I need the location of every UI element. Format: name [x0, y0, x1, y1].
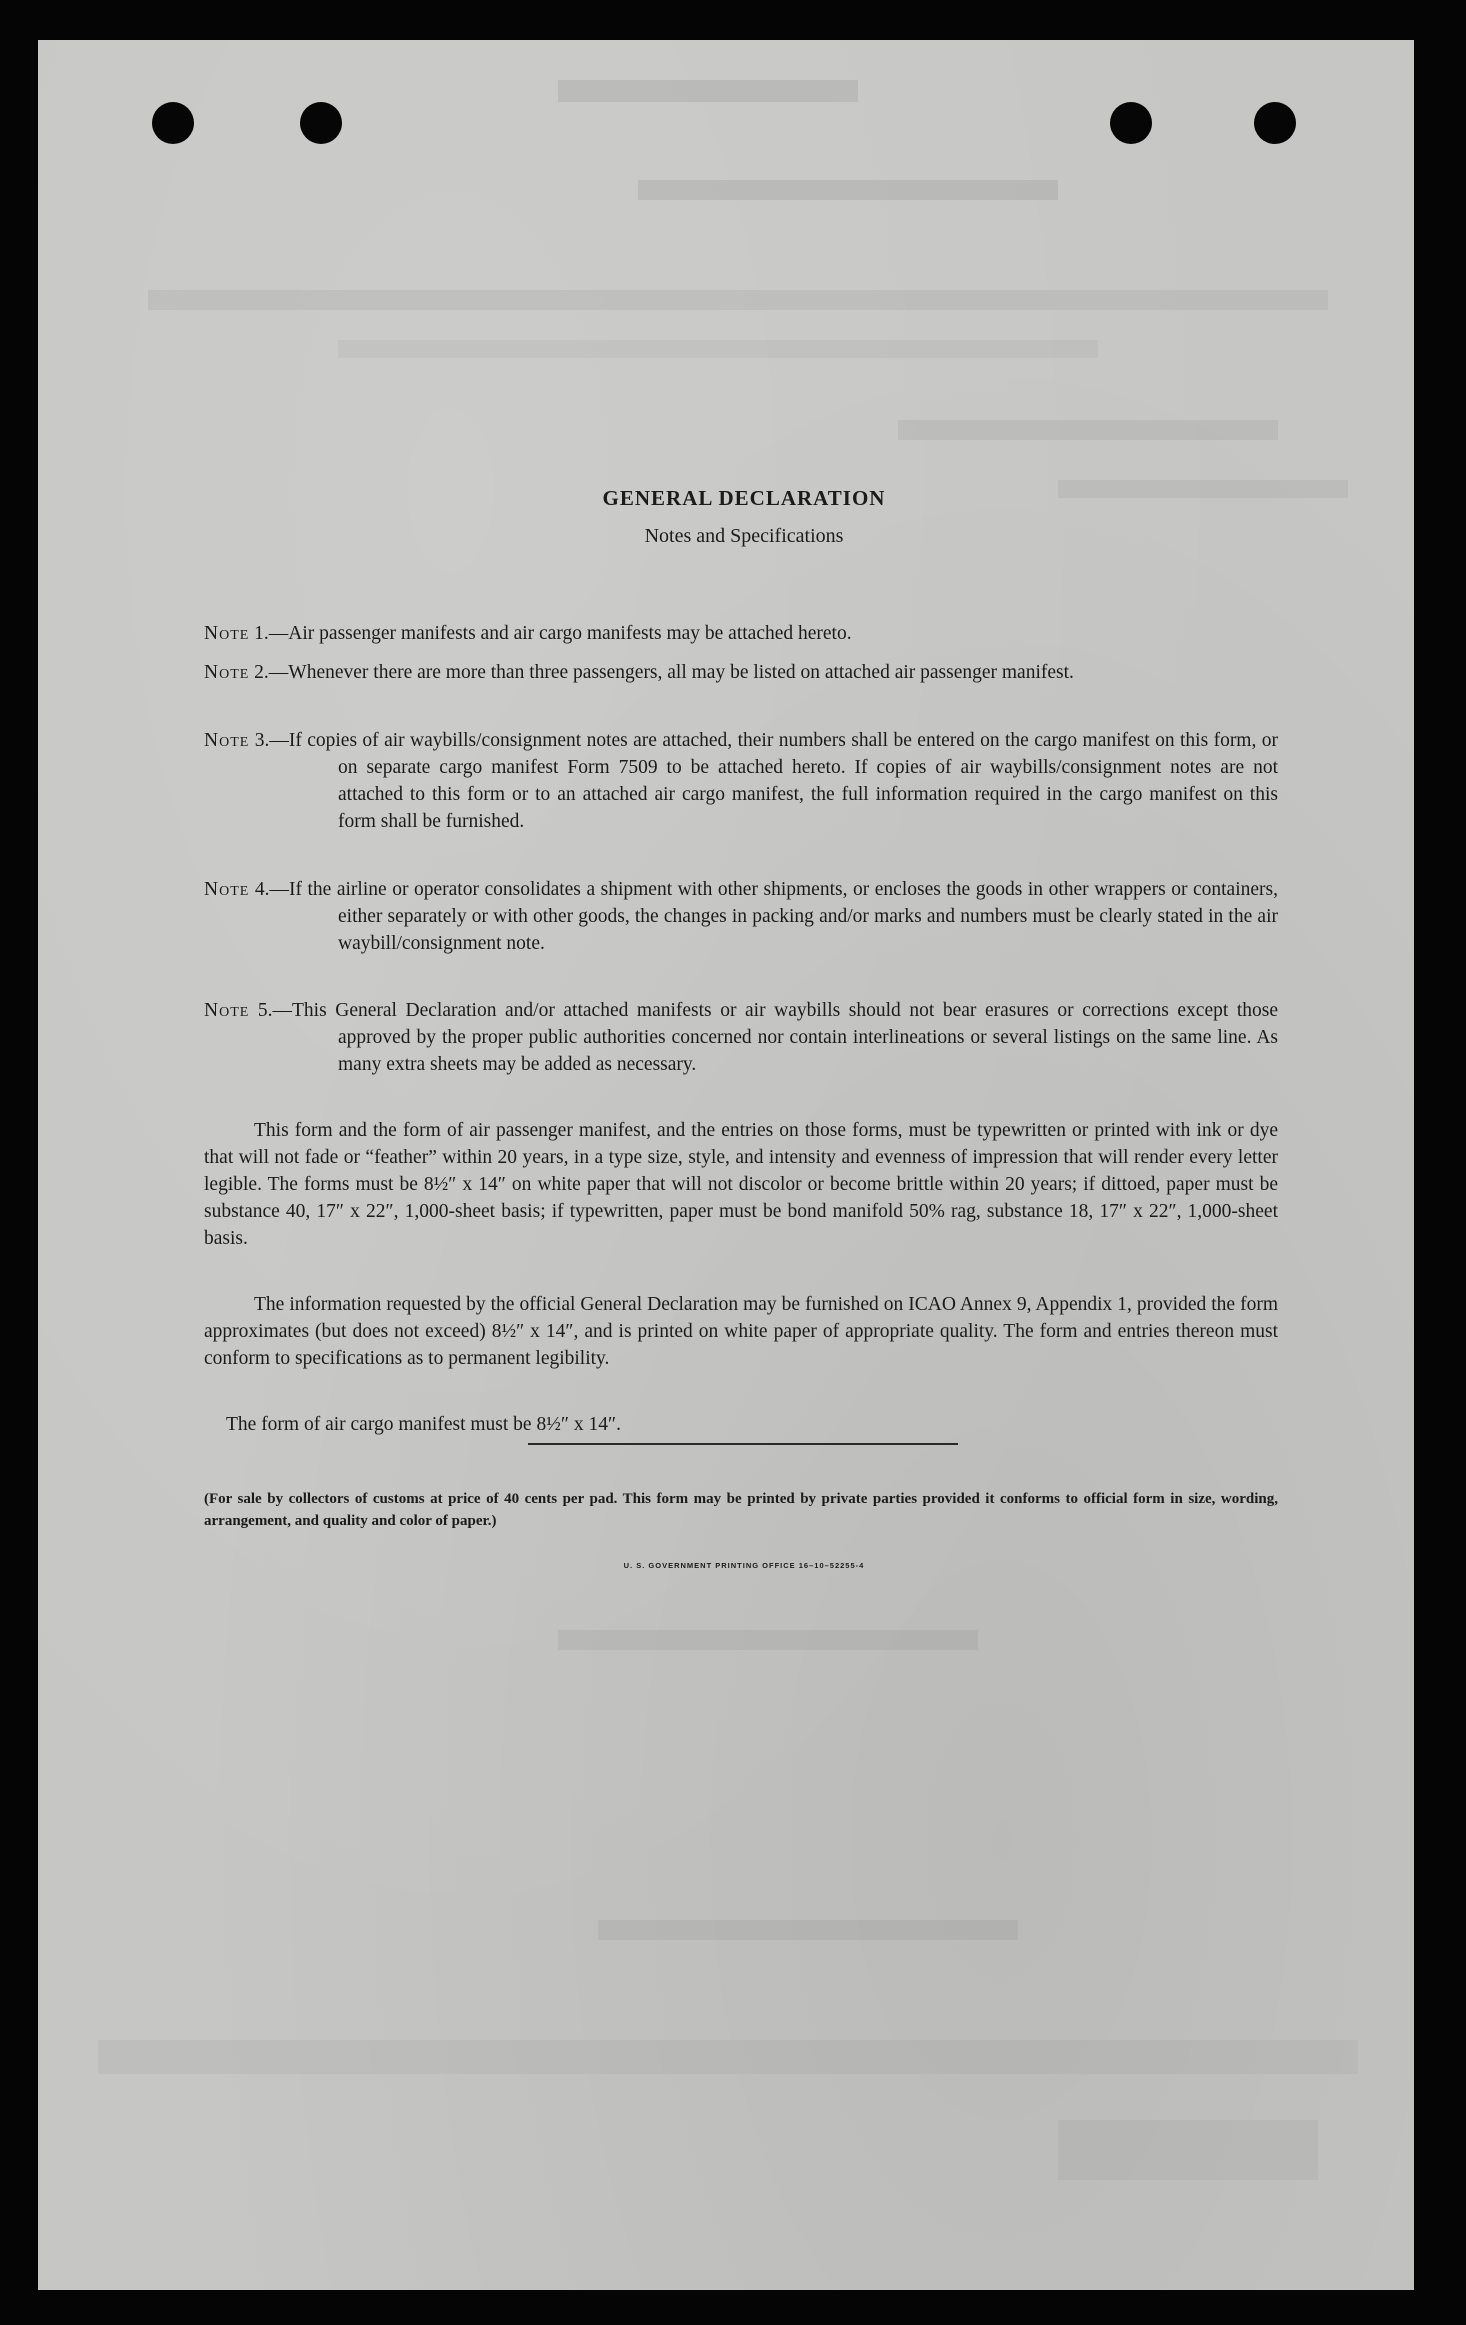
note-number: 3 — [254, 730, 265, 751]
note-4-text: Note 4.—If the airline or operator consolidates a shipment with other shipments, or encloses the goods in other wrappers or containers, either separately or with other goods, the changes in packing and/or marks and numbers must be clearly stated in the air waybill/consignment note. — [204, 879, 1278, 954]
note-2-text: Note 2.—Whenever there are more than three passengers, all may be listed on attached air passenger manifest. — [204, 662, 1074, 683]
note-label: Note — [204, 1000, 250, 1021]
note-3 — [204, 727, 1278, 835]
printing-office-imprint: U. S. GOVERNMENT PRINTING OFFICE 16–10–52255-4 — [623, 1561, 865, 1570]
bleed-through-mark — [558, 1630, 978, 1650]
punch-hole-2 — [300, 102, 342, 144]
bleed-through-mark — [338, 340, 1098, 358]
bleed-through-mark — [148, 290, 1328, 310]
note-5-text: Note 5.—This General Declaration and/or attached manifests or air waybills should not bear erasures or corrections except those approved by the proper public authorities concerned nor contain interlineations or several listings on the same line. As many extra sheets may be added as necessary. — [204, 1000, 1279, 1075]
document-page — [38, 40, 1414, 2290]
specification-paragraph: The form of air cargo manifest must be 8½″ x 14″. — [226, 1414, 621, 1435]
page-subtitle: Notes and Specifications — [644, 525, 844, 547]
bleed-through-mark — [1058, 2120, 1318, 2180]
note-number: 1 — [254, 623, 264, 644]
note-label: Note — [204, 730, 250, 751]
note-label: Note — [204, 662, 250, 683]
note-body: If copies of air waybills/consignment notes are attached, their numbers shall be entered on the cargo manifest on this form, or on separate cargo manifest Form 7509 to be attached hereto. If copies of air waybills/consignment notes are not attached to this form or to an attached air cargo manifest, the full information required in the cargo manifest on this form shall be furnished. — [288, 730, 1278, 832]
note-body: Whenever there are more than three passengers, all may be listed on attached air passenger manifest. — [288, 662, 1074, 683]
punch-hole-1 — [152, 102, 194, 144]
divider-rule — [528, 1443, 958, 1445]
note-4 — [204, 876, 1278, 957]
note-number: 5 — [257, 1000, 268, 1021]
punch-hole-4 — [1254, 102, 1296, 144]
bleed-through-mark — [598, 1920, 1018, 1940]
note-label: Note — [204, 623, 250, 644]
bleed-through-mark — [898, 420, 1278, 440]
note-5 — [204, 997, 1278, 1078]
page-title: GENERAL DECLARATION — [602, 486, 886, 510]
note-number: 2 — [254, 662, 264, 683]
note-1-text: Note 1.—Air passenger manifests and air cargo manifests may be attached hereto. — [204, 623, 852, 644]
bleed-through-mark — [558, 80, 858, 102]
sale-notice: (For sale by collectors of customs at price of 40 cents per pad. This form may be printed by private parties provided it conforms to official form in size, wording, arrangement, and quality and color of paper.) — [204, 1491, 1278, 1529]
note-1 — [204, 620, 1278, 647]
note-number: 4 — [254, 879, 265, 900]
note-label: Note — [204, 879, 250, 900]
specification-paragraph: This form and the form of air passenger manifest, and the entries on those forms, must be typewritten or printed with ink or dye that will not fade or “feather” within 20 years, in a type size, style, and intensity and evenness of impression that will render every letter legible. The forms must be 8½″ x 14″ on white paper that will not discolor or become brittle within 20 years; if dittoed, paper must be substance 40, 17″ x 22″, 1,000-sheet basis; if typewritten, paper must be bond manifold 50% rag, substance 18, 17″ x 22″, 1,000-sheet basis. — [204, 1120, 1278, 1249]
note-3-text: Note 3.—If copies of air waybills/consignment notes are attached, their numbers shall be entered on the cargo manifest on this form, or on separate cargo manifest Form 7509 to be attached hereto. If copies of air waybills/consignment notes are not attached to this form or to an attached air cargo manifest, the full information required in the cargo manifest on this form shall be furnished. — [204, 730, 1278, 832]
note-body: If the airline or operator consolidates a shipment with other shipments, or encloses the goods in other wrappers or containers, either separately or with other goods, the changes in packing and/or marks and numbers must be clearly stated in the air waybill/consignment note. — [288, 879, 1278, 954]
specification-paragraph: The information requested by the official General Declaration may be furnished on ICAO Annex 9, Appendix 1, provided the form approximates (but does not exceed) 8½″ x 14″, and is printed on white paper of appropriate quality. The form and entries thereon must conform to specifications as to permanent legibility. — [204, 1294, 1278, 1369]
note-body: Air passenger manifests and air cargo manifests may be attached hereto. — [288, 623, 852, 644]
bleed-through-mark — [638, 180, 1058, 200]
punch-hole-3 — [1110, 102, 1152, 144]
bleed-through-mark — [98, 2040, 1358, 2074]
note-2 — [204, 659, 1278, 686]
note-body: This General Declaration and/or attached manifests or air waybills should not bear erasures or corrections except those approved by the proper public authorities concerned nor contain interlineations or several listings on the same line. As many extra sheets may be added as necessary. — [292, 1000, 1279, 1075]
